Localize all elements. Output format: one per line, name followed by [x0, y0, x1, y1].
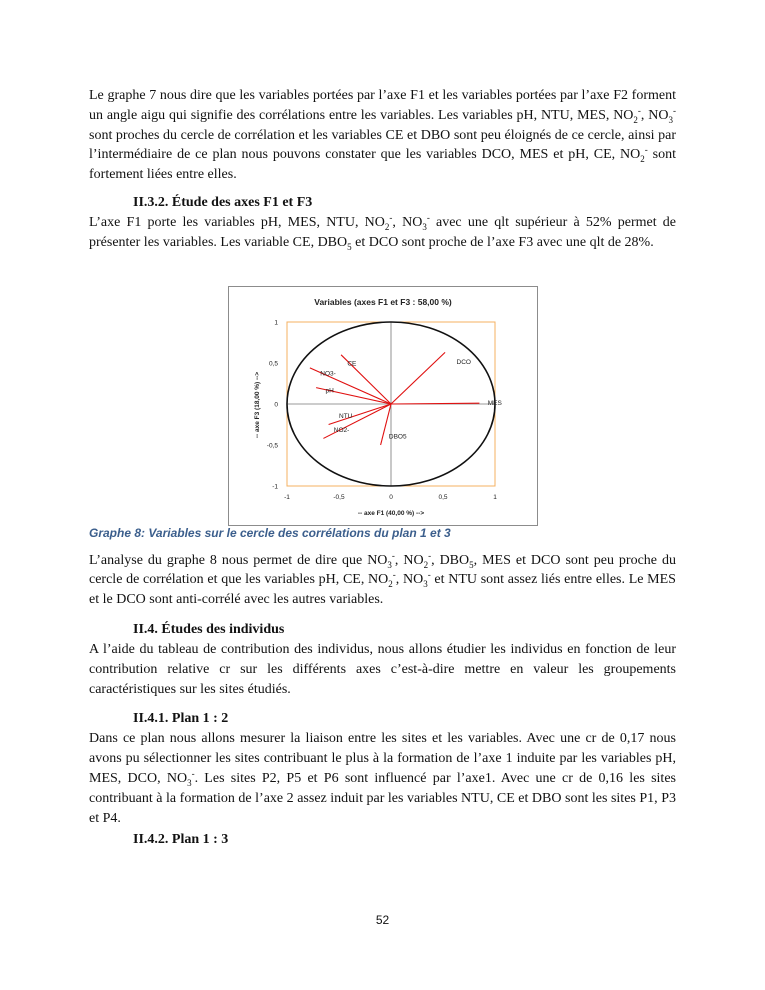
chart-ylabel: -- axe F3 (18,00 %) -->: [254, 371, 261, 439]
heading-etudes-individus: II.4. Études des individus: [133, 621, 285, 637]
correlation-chart-svg: [229, 287, 537, 525]
paragraph-plan-1-2: Dans ce plan nous allons mesurer la liaison entre les sites et les variables. Avec une cr de 0,17 nous avons pu sélectionner les sites contribuant le plus à la formation de l’axe 1 induite par les variables pH, MES, DCO, $NO_3^-$. Les sites P2, P5 et P6 sont influencé par l’axe1. Avec une cr de 0,16 les sites contribuant à la formation de l’axe 2 assez induit par les variables NTU, CE et DBO sont les sites P1, P3 et P4.: [89, 731, 676, 826]
chart-title: Variables (axes F1 et F3 : 58,00 %): [314, 297, 452, 307]
y-tick-label: 1: [274, 319, 278, 327]
vector-label: DBO5: [388, 433, 407, 441]
figure-caption: Graphe 8: Variables sur le cercle des corrélations du plan 1 et 3: [89, 525, 451, 540]
heading-axes-f1-f3: II.3.2. Étude des axes F1 et F3: [133, 194, 313, 210]
x-tick-label: -0,5: [333, 494, 345, 501]
vector-label: pH: [325, 387, 334, 395]
paragraph-axe-f1: L’axe F1 porte les variables pH, MES, NTU, $NO_2^-$, $NO_3^-$ avec une qlt supérieur à 52% permet de présenter les variables. Les variable CE, $DBO_5$ et DCO sont proche de l’axe F3 avec une qlt de 28%.: [89, 212, 676, 252]
heading-plan-1-3: II.4.2. Plan 1 : 3: [133, 832, 229, 848]
chart-xlabel: -- axe F1 (40,00 %) -->: [357, 510, 425, 517]
vector-label: MES: [487, 399, 502, 407]
vector-label: DCO: [456, 358, 471, 366]
vector-label: NO2-: [333, 426, 350, 434]
vector-label: CE: [347, 360, 357, 368]
paragraph-graphe-7: Le graphe 7 nous dire que les variables portées par l’axe F1 et les variables portées par l’axe F2 forment un angle aigu qui signifie des corrélations entre les variables. Les variables pH, NTU, MES, $NO_2^-$, $NO_3^-$ sont proches du cercle de corrélation et les variables CE et DBO sont peu éloignés de ce cercle, ainsi par l’intermédiaire de ce plan nous pouvons constater que les variables DCO, MES et pH, CE, $NO_2^-$ sont fortement liées entre elles.: [89, 88, 676, 183]
y-tick-label: 0: [274, 401, 278, 409]
vector-dco: [391, 352, 445, 404]
correlation-chart: [228, 286, 538, 526]
heading-plan-1-2: II.4.1. Plan 1 : 2: [133, 711, 229, 727]
x-tick-label: 0,5: [438, 494, 448, 501]
y-tick-label: -0,5: [266, 442, 278, 450]
y-tick-label: 0,5: [268, 360, 278, 368]
x-tick-label: 0: [389, 494, 393, 501]
vector-label: NO3-: [320, 370, 336, 378]
x-tick-label: -1: [284, 494, 290, 501]
paragraph-graphe-8: L’analyse du graphe 8 nous permet de dire que $NO_3^-$, $NO_2^-$, $DBO_5$, MES et DCO sont peu proche du cercle de corrélation et que les variables pH, CE, $NO_2^-$, $NO_3^-$ et NTU sont assez liés entre elles. Le MES et le DCO sont anti-corrélé avec les autres variables.: [89, 549, 676, 608]
paragraph-individus: A l’aide du tableau de contribution des individus, nous allons étudier les individus en fonction de leur contribution relative cr sur les différents axes c’est-à-dire mettre en valeur les groupements caractéristiques sur les sites étudiés.: [89, 641, 676, 697]
x-tick-label: 1: [493, 494, 497, 501]
vector-label: NTU: [339, 412, 353, 420]
y-tick-label: -1: [272, 483, 278, 491]
vector-ntu: [329, 404, 391, 425]
page-number: 52: [375, 913, 390, 927]
